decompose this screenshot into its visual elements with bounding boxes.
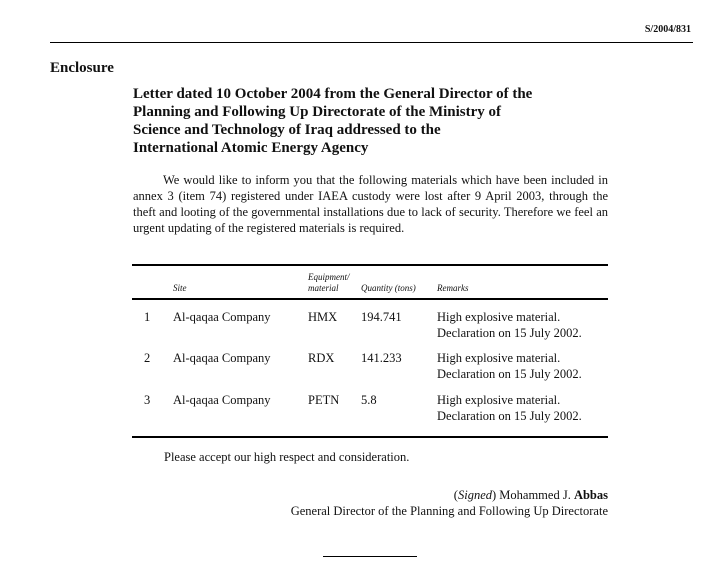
table-row (132, 309, 608, 343)
row-number: 2 (144, 351, 151, 365)
row-remark-line2: Declaration on 15 July 2002. (437, 409, 582, 423)
row-quantity: 141.233 (361, 351, 402, 365)
letter-title (133, 85, 613, 157)
row-site: Al-qaqaa Company (173, 310, 271, 324)
row-site: Al-qaqaa Company (173, 351, 271, 365)
row-remarks (437, 392, 582, 424)
row-number: 1 (144, 310, 151, 324)
table-row (132, 350, 608, 384)
header-remarks: Remarks (437, 283, 469, 293)
row-quantity: 5.8 (361, 393, 377, 407)
letter-title-line: Planning and Following Up Directorate of the Ministry of (133, 104, 502, 120)
row-remark-line1: High explosive material. (437, 351, 561, 365)
row-remark-line1: High explosive material. (437, 310, 561, 324)
table-bottom-rule (132, 436, 608, 438)
letter-title-line: Letter dated 10 October 2004 from the General Director of the (133, 86, 533, 102)
header-material-line2: material (308, 283, 339, 293)
signatory-position: General Director of the Planning and Following Up Directorate (290, 504, 608, 518)
row-quantity: 194.741 (361, 310, 402, 324)
row-remarks (437, 350, 582, 382)
signature-line: (Signed) Mohammed J. Abbas (453, 488, 608, 502)
table-body (132, 300, 608, 436)
row-remark-line2: Declaration on 15 July 2002. (437, 367, 582, 381)
table-row (132, 392, 608, 426)
row-site: Al-qaqaa Company (173, 393, 271, 407)
letter-title-line: Science and Technology of Iraq addressed to the (133, 122, 441, 138)
letter-title-line: International Atomic Energy Agency (133, 140, 369, 156)
header-site: Site (173, 283, 187, 293)
header-material (308, 272, 350, 294)
row-material: RDX (308, 351, 335, 365)
signatory-first-name: Mohammed J. (499, 488, 571, 502)
document-symbol: S/2004/831 (644, 24, 691, 35)
header-material-line1: Equipment/ (308, 272, 350, 282)
row-number: 3 (144, 393, 151, 407)
header-quantity: Quantity (tons) (361, 283, 416, 293)
row-material: PETN (308, 393, 340, 407)
body-paragraph: We would like to inform you that the following materials which have been included in annex 3 (item 74) registered under IAEA custody were lost after 9 April 2003, through the theft and looting of the governmental installations due to lack of security. Therefore we feel an urgent updating of the registered materials is required. (133, 173, 608, 235)
materials-table (132, 264, 608, 438)
enclosure-label: Enclosure (50, 60, 114, 76)
header-rule (50, 42, 693, 43)
footer-rule (323, 556, 417, 557)
table-header (132, 266, 608, 298)
signed-marker: Signed (457, 488, 492, 502)
row-remark-line1: High explosive material. (437, 393, 561, 407)
closing-sentence: Please accept our high respect and consideration. (164, 450, 410, 464)
signatory-surname: Abbas (573, 488, 608, 502)
row-remarks (437, 309, 582, 341)
row-remark-line2: Declaration on 15 July 2002. (437, 326, 582, 340)
row-material: HMX (308, 310, 338, 324)
